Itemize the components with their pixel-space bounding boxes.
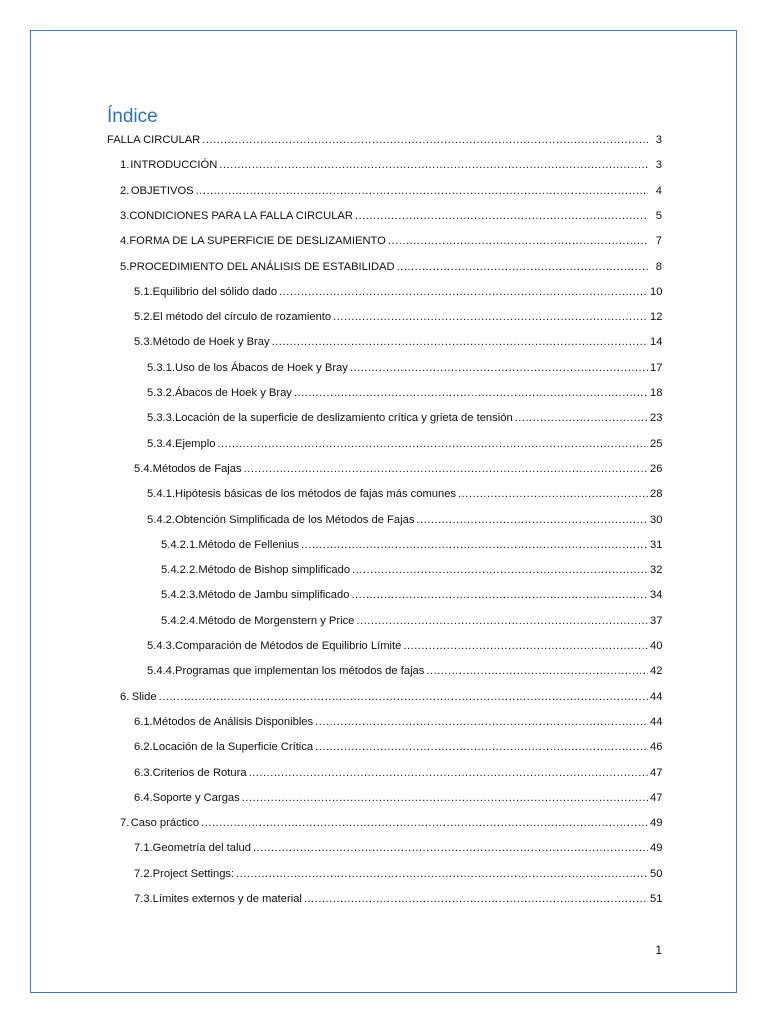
toc-entry-number: 5.3.2. (147, 387, 175, 399)
toc-entry-page: 46 (650, 741, 663, 754)
toc-leader-dots (397, 258, 648, 276)
toc-entry-page: 14 (650, 336, 663, 349)
toc-entry-number: 6. (120, 690, 130, 703)
toc-entry-page: 49 (650, 817, 663, 830)
toc-entry-text: Método de Jambu simplificado (198, 589, 350, 602)
toc-leader-dots (236, 865, 648, 883)
toc-entry-number: 5. (120, 260, 130, 273)
toc-entry-page: 51 (650, 893, 663, 905)
toc-entry[interactable] (134, 283, 662, 301)
toc-entry[interactable] (147, 435, 662, 453)
toc-entry-text: Caso práctico (130, 817, 200, 830)
toc-entry-number: 5.3.4. (147, 437, 175, 450)
toc-title: Índice (107, 106, 158, 127)
toc-entry[interactable] (147, 511, 662, 529)
toc-entry-number: 5.4.2.1. (161, 538, 199, 551)
toc-entry[interactable] (147, 359, 662, 377)
toc-entry[interactable] (134, 865, 662, 883)
toc-leader-dots (351, 586, 648, 604)
toc-entry-page: 34 (650, 589, 663, 602)
toc-entry[interactable] (134, 308, 662, 326)
toc-entry-page: 12 (650, 311, 663, 324)
toc-leader-dots (217, 435, 648, 453)
toc-leader-dots (458, 485, 648, 503)
toc-entry-page: 18 (650, 387, 663, 399)
toc-entry-text: Uso de los Ábacos de Hoek y Bray (175, 361, 348, 374)
toc-entry-number: 5.2. (134, 311, 153, 324)
toc-entry-text: Locación de la superficie de deslizamiento crítica y grieta de tensión (175, 412, 513, 425)
toc-entry-number: 2. (120, 184, 130, 197)
toc-entry-page: 4 (655, 184, 662, 197)
toc-entry[interactable] (147, 485, 662, 503)
toc-entry-text: Slide (131, 690, 157, 703)
toc-entry-number: 5.4.2.2. (161, 564, 199, 577)
toc-entry-text: Criterios de Rotura (152, 766, 247, 779)
toc-entry-text: Método de Fellenius (198, 538, 300, 551)
toc-entry-number: 7.3. (134, 893, 153, 905)
toc-leader-dots (272, 333, 648, 351)
toc-entry-text: Método de Hoek y Bray (152, 336, 270, 349)
toc-leader-dots (196, 182, 648, 200)
toc-entry-number: 6.4. (134, 791, 153, 804)
toc-entry-text: PROCEDIMIENTO DEL ANÁLISIS DE ESTABILIDAD (129, 260, 395, 273)
toc-entry[interactable] (134, 839, 662, 857)
toc-entry-text: Soporte y Cargas (152, 791, 240, 804)
toc-leader-dots (159, 688, 648, 706)
toc-entry-text: Hipótesis básicas de los métodos de fajas más comunes (175, 488, 457, 501)
toc-leader-dots (350, 359, 648, 377)
toc-leader-dots (249, 764, 648, 782)
toc-entry-page: 32 (650, 564, 663, 577)
toc-entry-number: 5.4.1. (147, 488, 175, 501)
toc-entry[interactable] (134, 789, 662, 807)
toc-entry-number: 4. (120, 235, 130, 248)
toc-entry[interactable] (120, 232, 662, 250)
toc-entry-number: 5.3.3. (147, 412, 175, 425)
toc-leader-dots (294, 384, 648, 402)
toc-entry-text: FALLA CIRCULAR (107, 134, 201, 146)
toc-entry-text: Equilibrio del sólido dado (152, 285, 278, 298)
toc-entry-text: Métodos de Análisis Disponibles (152, 715, 314, 728)
toc-leader-dots (253, 839, 648, 857)
toc-entry-number: 6.3. (134, 766, 153, 779)
toc-entry[interactable] (161, 561, 662, 579)
toc-entry[interactable] (134, 333, 662, 351)
toc-entry-page: 47 (650, 766, 663, 779)
toc-entry-page: 8 (655, 260, 662, 273)
toc-leader-dots (315, 713, 648, 731)
toc-leader-dots (201, 814, 648, 832)
toc-entry-page: 44 (650, 715, 663, 728)
toc-leader-dots (301, 536, 648, 554)
toc-entry-number: 5.4. (134, 462, 153, 475)
toc-entry-text: Límites externos y de material (152, 893, 302, 905)
toc-leader-dots (315, 738, 648, 756)
toc-entry-page: 50 (650, 867, 663, 880)
toc-entry-number: 5.3. (134, 336, 153, 349)
toc-leader-dots (403, 637, 648, 655)
toc-entry-number: 5.1. (134, 285, 153, 298)
toc-entry-number: 7.2. (134, 867, 153, 880)
toc-entry-page: 40 (650, 640, 663, 652)
toc-entry[interactable] (134, 460, 662, 478)
toc-entry[interactable] (161, 586, 662, 604)
toc-entry-number: 5.4.2.3. (161, 589, 199, 602)
toc-entry-number: 1. (120, 159, 130, 172)
toc-entry-number: 5.4.2.4. (161, 614, 199, 627)
toc-leader-dots (352, 561, 648, 579)
toc-leader-dots (416, 511, 648, 529)
toc-leader-dots (515, 409, 648, 427)
toc-leader-dots (202, 131, 648, 149)
toc-entry-text: Locación de la Superficie Crítica (152, 741, 314, 754)
toc-entry-page: 31 (650, 538, 663, 551)
toc-leader-dots (333, 308, 648, 326)
toc-entry-text: CONDICIONES PARA LA FALLA CIRCULAR (129, 209, 353, 222)
toc-entry[interactable] (120, 814, 662, 832)
toc-entry-page: 49 (650, 842, 663, 855)
toc-entry-number: 5.3.1. (147, 361, 175, 374)
toc-leader-dots (242, 789, 648, 807)
toc-entry[interactable] (107, 131, 662, 149)
toc-entry[interactable] (134, 890, 662, 908)
toc-entry[interactable] (120, 156, 662, 174)
toc-entry-text: Ábacos de Hoek y Bray (175, 387, 292, 399)
toc-leader-dots (356, 612, 648, 630)
toc-leader-dots (426, 662, 648, 680)
toc-entry-number: 7. (120, 817, 130, 830)
toc-entry-text: Ejemplo (175, 437, 216, 450)
toc-entry-number: 6.1. (134, 715, 153, 728)
toc-entry-number: 5.4.4. (147, 665, 175, 678)
toc-entry[interactable] (161, 536, 662, 554)
toc-leader-dots (304, 890, 648, 908)
toc-entry[interactable] (134, 713, 662, 731)
toc-entry-text: Geometría del talud (152, 842, 251, 855)
toc-entry-text: FORMA DE LA SUPERFICIE DE DESLIZAMIENTO (129, 235, 386, 248)
toc-entry-page: 17 (650, 361, 663, 374)
toc-leader-dots (355, 207, 648, 225)
toc-entry[interactable] (120, 207, 662, 225)
toc-entry-page: 28 (650, 488, 663, 501)
toc-entry-text: Métodos de Fajas (152, 462, 242, 475)
toc-entry-text: Método de Bishop simplificado (198, 564, 351, 577)
toc-entry[interactable] (134, 738, 662, 756)
toc-entry-page: 26 (650, 462, 663, 475)
toc-entry-page: 10 (650, 285, 663, 298)
toc-entry[interactable] (147, 662, 662, 680)
toc-entry-number: 3. (120, 209, 130, 222)
toc-entry[interactable] (147, 409, 662, 427)
toc-entry-page: 44 (650, 690, 663, 703)
toc-entry[interactable] (120, 182, 662, 200)
toc-leader-dots (244, 460, 648, 478)
toc-entry[interactable] (161, 612, 662, 630)
toc-entry-page: 7 (655, 235, 662, 248)
toc-entry-text: Obtención Simplificada de los Métodos de Fajas (175, 513, 415, 526)
toc-entry[interactable] (147, 384, 662, 402)
toc-entry-page: 5 (655, 209, 662, 222)
toc-entry-page: 42 (650, 665, 663, 678)
toc-leader-dots (279, 283, 648, 301)
toc-entry-page: 3 (655, 159, 662, 172)
toc-entry[interactable] (147, 637, 662, 655)
toc-entry-page: 47 (650, 791, 663, 804)
toc-entry-page: 25 (650, 437, 663, 450)
toc-entry-text: Project Settings: (152, 867, 235, 880)
toc-entry[interactable] (120, 258, 662, 276)
toc-entry-number: 7.1. (134, 842, 153, 855)
toc-entry-text: Programas que implementan los métodos de fajas (175, 665, 425, 678)
toc-leader-dots (219, 156, 648, 174)
toc-entry-page: 37 (650, 614, 663, 627)
toc-entry-text: OBJETIVOS (130, 184, 194, 197)
toc-entry-page: 30 (650, 513, 663, 526)
toc-entry-text: El método del círculo de rozamiento (152, 311, 332, 324)
page-number: 1 (655, 943, 662, 957)
toc-entry-page: 3 (655, 134, 662, 146)
toc-entry-text: INTRODUCCIÓN (130, 159, 218, 172)
toc-leader-dots (388, 232, 648, 250)
toc-entry[interactable] (134, 764, 662, 782)
toc-entry-text: Método de Morgenstern y Price (198, 614, 355, 627)
toc-entry-number: 5.4.2. (147, 513, 175, 526)
toc-entry[interactable] (120, 688, 662, 706)
toc-entry-number: 5.4.3. (147, 640, 175, 652)
toc-entry-page: 23 (650, 412, 663, 425)
toc-entry-number: 6.2. (134, 741, 153, 754)
toc-entry-text: Comparación de Métodos de Equilibrio Límite (175, 640, 402, 652)
